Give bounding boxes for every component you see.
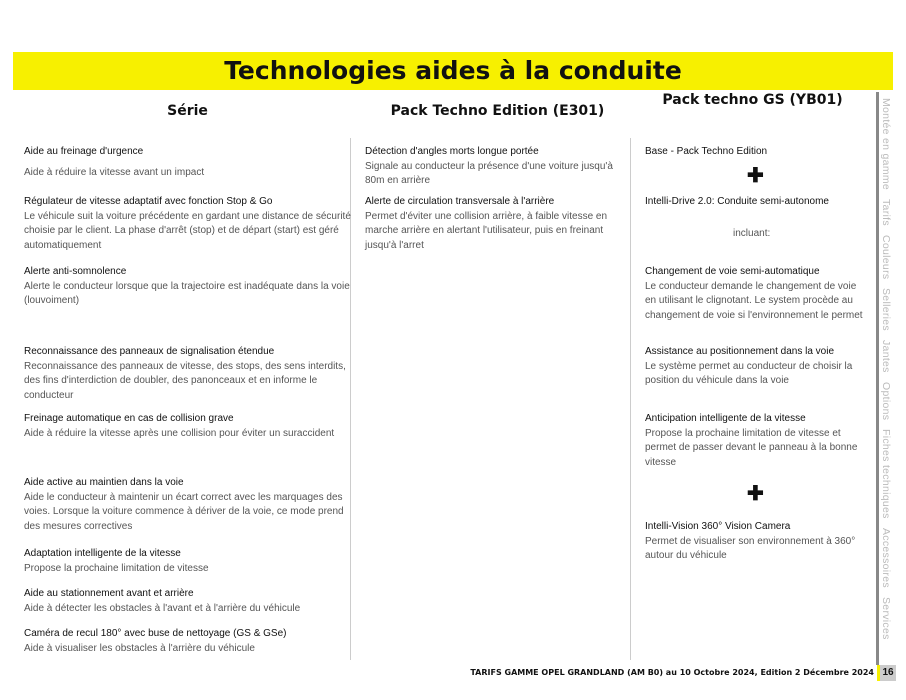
feature-title: Régulateur de vitesse adaptatif avec fonction Stop & Go — [24, 196, 273, 207]
feature-description: Le système permet au conducteur de choisir la position du véhicule dans la voie — [645, 360, 853, 387]
feature-description: Aide à réduire la vitesse avant un impact — [24, 166, 205, 178]
side-nav-bar — [876, 92, 879, 665]
side-nav-item[interactable]: Montée en gamme — [880, 98, 892, 191]
feature-description: Propose la prochaine limitation de vitesse et permet de passer devant le panneau à la bonne vitesse — [645, 427, 858, 468]
feature-title: Reconnaissance des panneaux de signalisation étendue — [24, 346, 275, 357]
feature-title: Détection d'angles morts longue portée — [365, 146, 539, 157]
feature-description: Aide à réduire la vitesse après une collision pour éviter un suraccident — [24, 427, 335, 439]
feature-description: Permet d'éviter une collision arrière, à faible vitesse en marche arrière en alertant l'utilisateur, puis en freinant jusqu'à l'arret — [365, 210, 608, 251]
feature-item — [24, 265, 354, 309]
feature-description: Alerte le conducteur lorsque que la trajectoire est inadéquate dans la voie (louvoiment) — [24, 280, 350, 307]
gs-intelli-drive-label: Intelli-Drive 2.0: Conduite semi-autonome — [645, 196, 829, 207]
feature-description: Le véhicule suit la voiture précédente en gardant une distance de sécurité choisie par le client. La phase d'arrêt (stop) et de départ (start) est géré automatiquement — [24, 210, 351, 251]
side-nav-item[interactable]: Fiches techniques — [880, 429, 892, 520]
side-nav — [880, 98, 892, 649]
footer: TARIFS GAMME OPEL GRANDLAND (AM B0) au 10 Octobre 2024, Edition 2 Décembre 2024 — [470, 668, 874, 677]
gs-base — [645, 145, 865, 160]
feature-description: Permet de visualiser son environnement à 360° autour du véhicule — [645, 535, 856, 562]
column-header-techno-gs: Pack techno GS (YB01) — [662, 92, 843, 108]
feature-title: Aide au stationnement avant et arrière — [24, 588, 194, 599]
feature-title: Intelli-Vision 360° Vision Camera — [645, 521, 791, 532]
feature-item — [24, 145, 354, 180]
feature-title: Adaptation intelligente de la vitesse — [24, 548, 181, 559]
feature-title: Assistance au positionnement dans la voie — [645, 346, 835, 357]
side-nav-item[interactable]: Accessoires — [880, 528, 892, 589]
feature-title: Aide au freinage d'urgence — [24, 146, 144, 157]
side-nav-item[interactable]: Selleries — [880, 288, 892, 332]
feature-title: Aide active au maintien dans la voie — [24, 477, 184, 488]
side-nav-item[interactable]: Couleurs — [880, 234, 892, 280]
page-number: 16 — [877, 665, 896, 681]
feature-description: Signale au conducteur la présence d'une voiture jusqu'à 80m en arrière — [365, 160, 613, 187]
gs-intelli-drive — [645, 195, 865, 210]
feature-item — [365, 145, 627, 189]
feature-item — [645, 520, 867, 564]
feature-title: Caméra de recul 180° avec buse de nettoyage (GS & GSe) — [24, 628, 287, 639]
feature-item — [24, 195, 354, 253]
feature-description: Aide à visualiser les obstacles à l'arrière du véhicule — [24, 642, 255, 654]
feature-item — [24, 547, 354, 576]
feature-item — [645, 345, 867, 389]
feature-item — [24, 345, 354, 403]
feature-item — [24, 412, 354, 441]
feature-item — [365, 195, 627, 253]
column-header-techno-edition: Pack Techno Edition (E301) — [390, 103, 605, 119]
title-band — [13, 52, 893, 90]
feature-item — [645, 265, 867, 323]
plus-icon: ✚ — [747, 165, 764, 187]
column-header-serie: Série — [167, 103, 208, 119]
feature-item — [645, 412, 867, 470]
feature-description: Reconnaissance des panneaux de vitesse, des stops, des sens interdits, des fins d'interdiction de doubler, des panonceaux et en informe le conducteur — [24, 360, 346, 401]
feature-title: Changement de voie semi-automatique — [645, 266, 820, 277]
feature-description: Le conducteur demande le changement de voie en utilisant le clignotant. Le system procède au changement de voie si l'environnement le permet — [645, 280, 863, 321]
feature-description: Aide le conducteur à maintenir un écart correct avec les marquages des voies. Lorsque la voiture commence à dériver de la voie, ce mode prend des mesures correctives — [24, 491, 344, 532]
page-title: Technologies aides à la conduite — [224, 56, 682, 85]
feature-title: Alerte anti-somnolence — [24, 266, 127, 277]
column-divider — [630, 138, 631, 660]
feature-title: Alerte de circulation transversale à l'arrière — [365, 196, 555, 207]
feature-description: Aide à détecter les obstacles à l'avant et à l'arrière du véhicule — [24, 602, 301, 614]
feature-item — [24, 627, 354, 656]
side-nav-item[interactable]: Jantes — [880, 340, 892, 374]
side-nav-item[interactable]: Options — [880, 382, 892, 421]
feature-item — [24, 476, 354, 534]
gs-including: incluant: — [733, 228, 771, 239]
feature-title: Anticipation intelligente de la vitesse — [645, 413, 806, 424]
gs-base-label: Base - Pack Techno Edition — [645, 146, 768, 157]
side-nav-item[interactable]: Services — [880, 597, 892, 640]
plus-icon: ✚ — [747, 483, 764, 505]
side-nav-item[interactable]: Tarifs — [880, 199, 892, 226]
feature-title: Freinage automatique en cas de collision grave — [24, 413, 234, 424]
feature-item — [24, 587, 354, 616]
feature-description: Propose la prochaine limitation de vitesse — [24, 562, 209, 574]
